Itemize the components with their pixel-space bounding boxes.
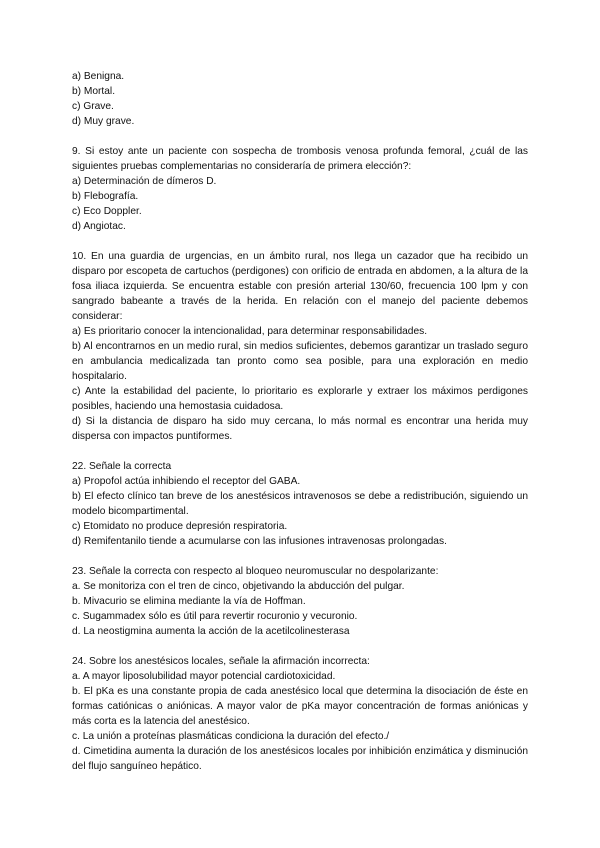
- option-d: d) Muy grave.: [72, 116, 135, 127]
- option-d: d) Angiotac.: [72, 221, 126, 232]
- option-b: b) Mortal.: [72, 86, 116, 97]
- option-b: b. Mivacurio se elimina mediante la vía de Hoffman.: [72, 596, 306, 607]
- option-b: b) Flebografía.: [72, 191, 139, 202]
- option-a: a) Benigna.: [72, 71, 125, 82]
- option-a: a) Propofol actúa inhibiendo el receptor del GABA.: [72, 476, 301, 487]
- option-b: b. El pKa es una constante propia de cada anestésico local que determina la disociación de éste en formas catiónicas o aniónicas. A mayor valor de pKa mayor concentración de formas aniónicas y más corta es la latencia del anestésico.: [72, 686, 528, 727]
- question-9: [72, 144, 528, 234]
- option-c: c. La unión a proteínas plasmáticas condiciona la duración del efecto./: [72, 731, 390, 742]
- question-22: [72, 459, 528, 549]
- option-d: d) Si la distancia de disparo ha sido muy cercana, lo más normal es encontrar una herida muy dispersa con impactos puntiformes.: [72, 416, 528, 442]
- option-d: d) Remifentanilo tiende a acumularse con las infusiones intravenosas prolongadas.: [72, 536, 447, 547]
- option-d: d. Cimetidina aumenta la duración de los anestésicos locales por inhibición enzimática y disminución del flujo sanguíneo hepático.: [72, 746, 528, 772]
- document-page: [72, 69, 528, 789]
- option-c: c) Ante la estabilidad del paciente, lo prioritario es explorarle y extraer los máximos perdigones posibles, haciendo una hemostasia cuidadosa.: [72, 386, 528, 412]
- question-10: [72, 249, 528, 444]
- option-a: a. A mayor liposolubilidad mayor potencial cardiotoxicidad.: [72, 671, 336, 682]
- option-b: b) El efecto clínico tan breve de los anestésicos intravenosos se debe a redistribución, siguiendo un modelo bicompartimental.: [72, 491, 528, 517]
- question-stem: 23. Señale la correcta con respecto al bloqueo neuromuscular no despolarizante:: [72, 566, 439, 577]
- question-23: [72, 564, 528, 639]
- option-d: d. La neostigmina aumenta la acción de la acetilcolinesterasa: [72, 626, 350, 637]
- option-c: c) Eco Doppler.: [72, 206, 142, 217]
- option-a: a) Determinación de dímeros D.: [72, 176, 217, 187]
- option-a: a) Es prioritario conocer la intencionalidad, para determinar responsabilidades.: [72, 326, 428, 337]
- option-c: c) Grave.: [72, 101, 114, 112]
- question-24: [72, 654, 528, 774]
- option-a: a. Se monitoriza con el tren de cinco, objetivando la abducción del pulgar.: [72, 581, 405, 592]
- option-b: b) Al encontrarnos en un medio rural, sin medios suficientes, debemos garantizar un traslado seguro en ambulancia medicalizada tan pronto como sea posible, para una exploración en medio hospitalario.: [72, 341, 528, 382]
- option-c: c) Etomidato no produce depresión respiratoria.: [72, 521, 288, 532]
- question-stem: 10. En una guardia de urgencias, en un ámbito rural, nos llega un cazador que ha recibido un disparo por escopeta de cartuchos (perdigones) con orificio de entrada en abdomen, a la altura de la fosa iliaca izquierda. Se encuentra estable con presión arterial 130/60, frecuencia 100 lpm y con sangrado babeante a través de la herida. En relación con el manejo del paciente debemos considerar:: [72, 251, 528, 322]
- option-c: c. Sugammadex sólo es útil para revertir rocuronio y vecuronio.: [72, 611, 358, 622]
- question-stem: 9. Si estoy ante un paciente con sospecha de trombosis venosa profunda femoral, ¿cuál de las siguientes pruebas complementarias no consideraría de primera elección?:: [72, 146, 528, 172]
- question-stem: 24. Sobre los anestésicos locales, señale la afirmación incorrecta:: [72, 656, 370, 667]
- question-stem: 22. Señale la correcta: [72, 461, 172, 472]
- question-8-options: [72, 69, 528, 129]
